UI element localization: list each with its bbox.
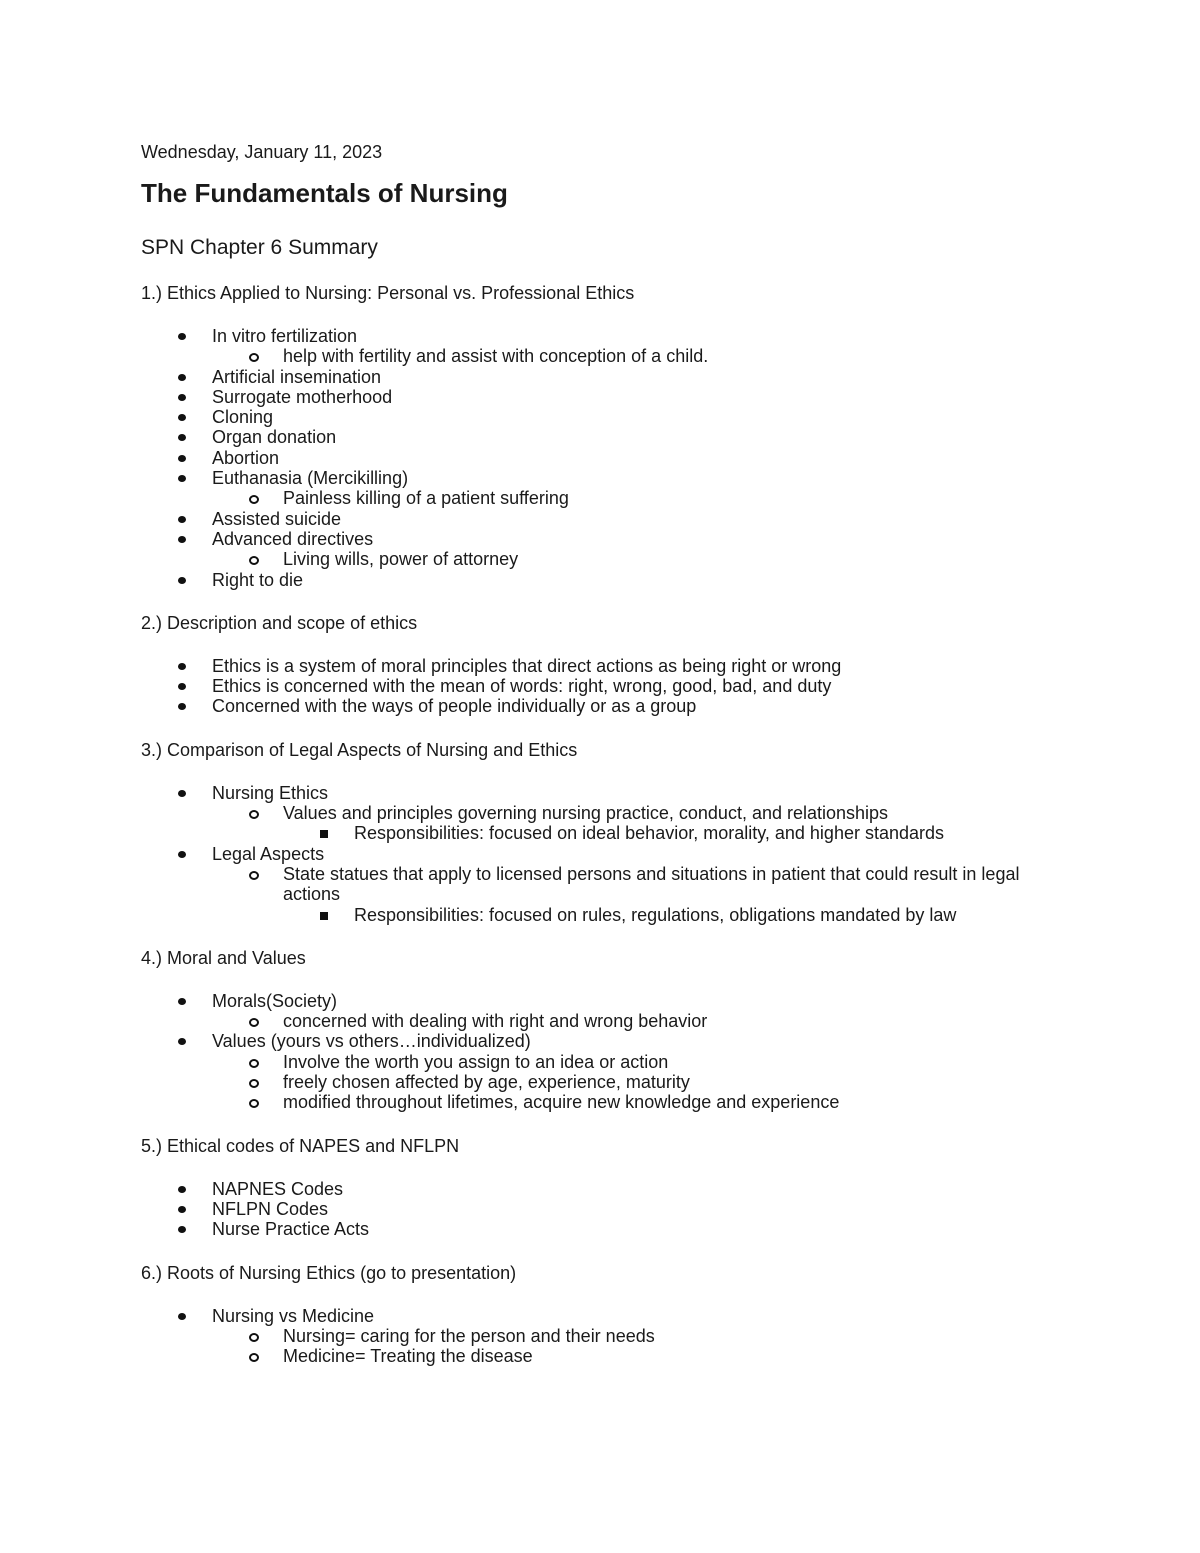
filled-circle-bullet-icon	[178, 536, 186, 543]
list-item	[212, 864, 1041, 925]
list-item-text: Values and principles governing nursing practice, conduct, and relationships	[283, 803, 889, 824]
bullet-list-level-2	[212, 488, 1041, 508]
list-item	[141, 570, 1041, 590]
filled-circle-bullet-icon	[178, 998, 186, 1005]
bullet-list-level-2	[212, 803, 1041, 844]
list-item	[141, 1179, 1041, 1199]
list-item-text: NFLPN Codes	[212, 1198, 329, 1219]
list-item-text: modified throughout lifetimes, acquire new knowledge and experience	[283, 1092, 840, 1113]
bullet-list-level-2	[212, 549, 1041, 569]
list-item	[141, 387, 1041, 407]
bullet-list-level-1	[141, 1306, 1041, 1367]
list-item-text: Living wills, power of attorney	[283, 549, 519, 570]
filled-circle-bullet-icon	[178, 663, 186, 670]
list-item	[141, 696, 1041, 716]
filled-circle-bullet-icon	[178, 455, 186, 462]
list-item	[141, 991, 1041, 1032]
section-heading: 3.) Comparison of Legal Aspects of Nursing and Ethics	[141, 739, 578, 760]
filled-circle-bullet-icon	[178, 577, 186, 584]
list-item-text: Cloning	[212, 407, 274, 428]
bullet-list-level-1	[141, 783, 1041, 925]
section	[141, 612, 1041, 717]
list-item	[212, 1326, 1041, 1346]
document-subtitle: SPN Chapter 6 Summary	[141, 236, 378, 259]
list-item	[212, 1346, 1041, 1366]
hollow-circle-bullet-icon	[249, 871, 259, 880]
list-item-text: Ethics is a system of moral principles that direct actions as being right or wrong	[212, 655, 842, 676]
list-item-text: concerned with dealing with right and wrong behavior	[283, 1011, 708, 1032]
hollow-circle-bullet-icon	[249, 1018, 259, 1027]
section-heading: 2.) Description and scope of ethics	[141, 612, 418, 633]
list-item	[141, 844, 1041, 925]
section	[141, 739, 1041, 925]
section	[141, 1135, 1041, 1240]
hollow-circle-bullet-icon	[249, 1079, 259, 1088]
list-item-text: Morals(Society)	[212, 990, 338, 1011]
list-item-text: Artificial insemination	[212, 366, 382, 387]
section	[141, 282, 1041, 590]
list-item	[141, 529, 1041, 570]
section-heading: 4.) Moral and Values	[141, 947, 306, 968]
list-item-text: NAPNES Codes	[212, 1178, 344, 1199]
filled-circle-bullet-icon	[178, 333, 186, 340]
list-item	[141, 1219, 1041, 1239]
filled-circle-bullet-icon	[178, 790, 186, 797]
hollow-circle-bullet-icon	[249, 556, 259, 565]
list-item	[141, 427, 1041, 447]
document-date: Wednesday, January 11, 2023	[141, 142, 383, 162]
list-item	[283, 823, 1041, 843]
filled-circle-bullet-icon	[178, 394, 186, 401]
filled-circle-bullet-icon	[178, 1038, 186, 1045]
list-item	[283, 905, 1041, 925]
bullet-list-level-1	[141, 656, 1041, 717]
bullet-list-level-2	[212, 346, 1041, 366]
list-item	[141, 448, 1041, 468]
list-item-text: Ethics is concerned with the mean of words: right, wrong, good, bad, and duty	[212, 676, 832, 697]
bullet-list-level-1	[141, 326, 1041, 590]
bullet-list-level-1	[141, 991, 1041, 1113]
list-item-text: Right to die	[212, 569, 304, 590]
filled-circle-bullet-icon	[178, 683, 186, 690]
filled-circle-bullet-icon	[178, 374, 186, 381]
filled-circle-bullet-icon	[178, 1206, 186, 1213]
filled-circle-bullet-icon	[178, 434, 186, 441]
list-item-text: Responsibilities: focused on rules, regulations, obligations mandated by law	[354, 904, 957, 925]
section-heading: 5.) Ethical codes of NAPES and NFLPN	[141, 1135, 460, 1156]
list-item-text: State statues that apply to licensed persons and situations in patient that could result in legal actions	[283, 863, 1020, 905]
bullet-list-level-2	[212, 864, 1041, 925]
list-item	[212, 346, 1041, 366]
hollow-circle-bullet-icon	[249, 1099, 259, 1108]
filled-circle-bullet-icon	[178, 516, 186, 523]
section	[141, 1262, 1041, 1367]
list-item	[141, 783, 1041, 844]
list-item	[141, 326, 1041, 367]
list-item-text: Abortion	[212, 447, 280, 468]
section-heading: 6.) Roots of Nursing Ethics (go to presentation)	[141, 1262, 517, 1283]
list-item	[212, 1052, 1041, 1072]
filled-circle-bullet-icon	[178, 703, 186, 710]
hollow-circle-bullet-icon	[249, 1059, 259, 1068]
list-item	[141, 468, 1041, 509]
list-item-text: Advanced directives	[212, 528, 374, 549]
bullet-list-level-2	[212, 1011, 1041, 1031]
list-item-text: Medicine= Treating the disease	[283, 1346, 533, 1367]
bullet-list-level-1	[141, 1179, 1041, 1240]
filled-circle-bullet-icon	[178, 851, 186, 858]
filled-circle-bullet-icon	[178, 1313, 186, 1320]
section	[141, 947, 1041, 1113]
document-title: The Fundamentals of Nursing	[141, 178, 508, 208]
filled-circle-bullet-icon	[178, 1226, 186, 1233]
list-item	[212, 549, 1041, 569]
list-item-text: help with fertility and assist with conception of a child.	[283, 346, 709, 367]
section-heading: 1.) Ethics Applied to Nursing: Personal vs. Professional Ethics	[141, 283, 635, 303]
hollow-circle-bullet-icon	[249, 1353, 259, 1362]
list-item	[141, 509, 1041, 529]
list-item	[141, 367, 1041, 387]
filled-circle-bullet-icon	[178, 1186, 186, 1193]
list-item-text: Painless killing of a patient suffering	[283, 488, 569, 509]
list-item	[141, 676, 1041, 696]
list-item	[141, 1031, 1041, 1112]
list-item-text: Organ donation	[212, 427, 337, 448]
list-item-text: Responsibilities: focused on ideal behavior, morality, and higher standards	[354, 823, 945, 844]
hollow-circle-bullet-icon	[249, 1333, 259, 1342]
bullet-list-level-3	[283, 905, 1041, 925]
bullet-list-level-3	[283, 823, 1041, 843]
square-bullet-icon	[320, 830, 328, 838]
list-item	[141, 407, 1041, 427]
bullet-list-level-2	[212, 1052, 1041, 1113]
list-item-text: Legal Aspects	[212, 843, 325, 864]
list-item	[212, 1011, 1041, 1031]
list-item	[141, 1199, 1041, 1219]
list-item-text: Nurse Practice Acts	[212, 1219, 370, 1240]
list-item	[141, 1306, 1041, 1367]
list-item-text: Assisted suicide	[212, 508, 342, 529]
list-item-text: Nursing vs Medicine	[212, 1305, 375, 1326]
list-item-text: Nursing Ethics	[212, 782, 329, 803]
list-item	[212, 803, 1041, 844]
filled-circle-bullet-icon	[178, 475, 186, 482]
hollow-circle-bullet-icon	[249, 495, 259, 504]
list-item	[212, 1072, 1041, 1092]
list-item-text: In vitro fertilization	[212, 326, 358, 346]
square-bullet-icon	[320, 912, 328, 920]
list-item-text: freely chosen affected by age, experience, maturity	[283, 1072, 690, 1093]
list-item	[141, 656, 1041, 676]
hollow-circle-bullet-icon	[249, 810, 259, 819]
document-body	[141, 282, 1041, 1388]
list-item-text: Euthanasia (Mercikilling)	[212, 468, 409, 489]
bullet-list-level-2	[212, 1326, 1041, 1367]
list-item	[212, 1092, 1041, 1112]
list-item-text: Concerned with the ways of people individually or as a group	[212, 696, 697, 717]
list-item-text: Involve the worth you assign to an idea or action	[283, 1051, 669, 1072]
list-item-text: Nursing= caring for the person and their needs	[283, 1325, 655, 1346]
list-item	[212, 488, 1041, 508]
filled-circle-bullet-icon	[178, 414, 186, 421]
list-item-text: Values (yours vs others…individualized)	[212, 1031, 531, 1052]
hollow-circle-bullet-icon	[249, 353, 259, 362]
list-item-text: Surrogate motherhood	[212, 386, 393, 407]
